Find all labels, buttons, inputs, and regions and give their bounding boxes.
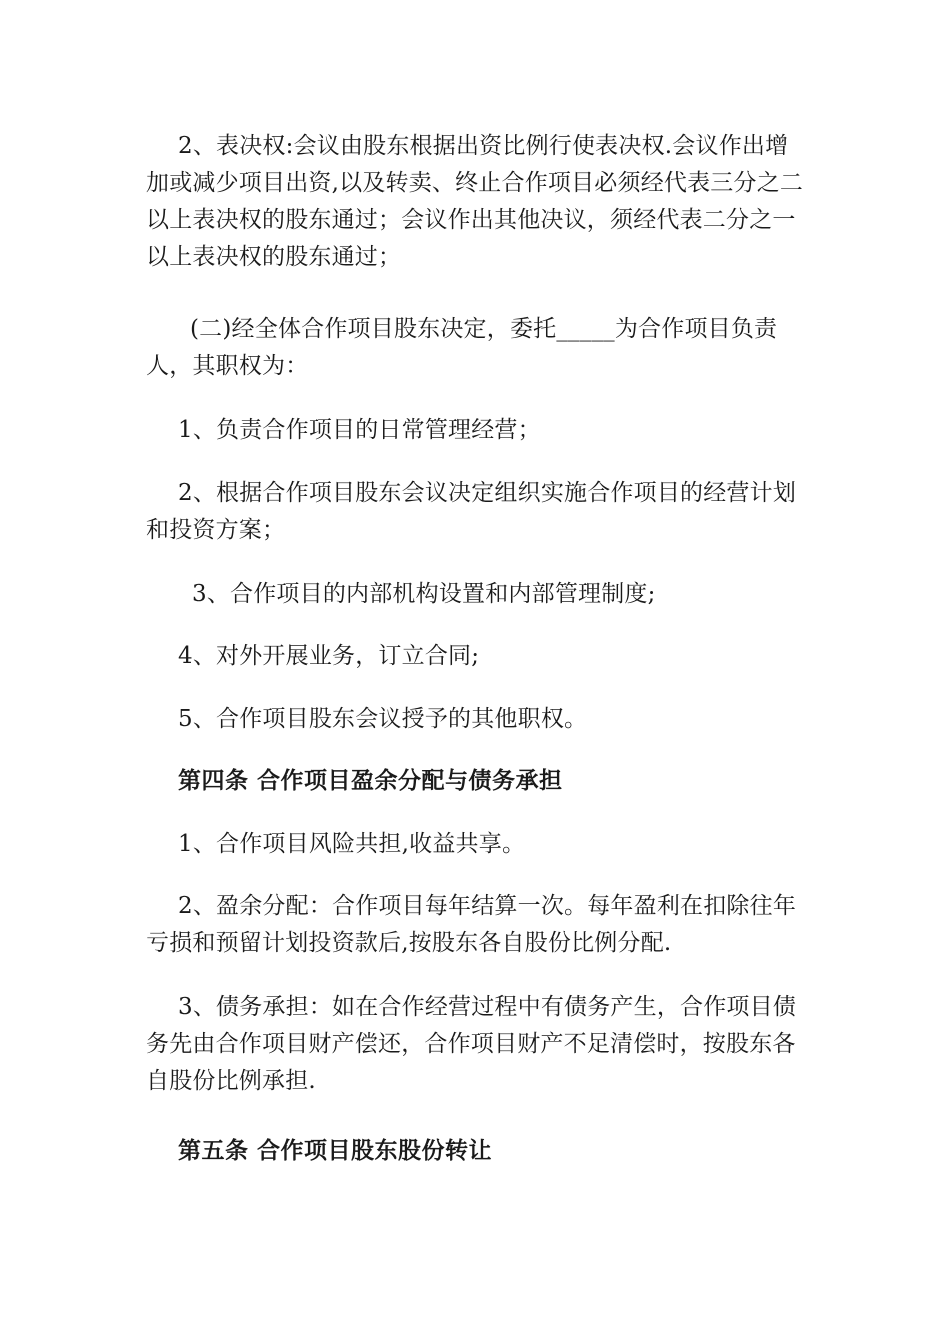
paragraph-risk-sharing: 1、合作项目风险共担,收益共享。 [178, 831, 526, 857]
section-heading-article-5: 第五条 合作项目股东股份转让 [178, 1138, 493, 1164]
paragraph-profit-distribution: 2、盈余分配：合作项目每年结算一次。每年盈利在扣除往年亏损和预留计划投资款后,按股东各自股份比例分配. [146, 893, 797, 956]
paragraph-duty-3: 3、合作项目的内部机构设置和内部管理制度; [192, 581, 656, 607]
paragraph-debt-bearing: 3、债务承担：如在合作经营过程中有债务产生，合作项目债务先由合作项目财产偿还，合作项目财产不足清偿时，按股东各自股份比例承担. [146, 994, 797, 1094]
section-heading-article-4: 第四条 合作项目盈余分配与债务承担 [178, 768, 563, 794]
paragraph-duty-4: 4、对外开展业务，订立合同; [178, 643, 480, 669]
paragraph-duty-1: 1、负责合作项目的日常管理经营； [178, 417, 541, 443]
paragraph-duty-5: 5、合作项目股东会议授予的其他职权。 [178, 706, 588, 732]
paragraph-project-manager: (二)经全体合作项目股东决定，委托_____为合作项目负责人，其职权为： [146, 316, 778, 379]
paragraph-voting-rights: 2、表决权:会议由股东根据出资比例行使表决权.会议作出增加或减少项目出资,以及转卖、终止合作项目必须经代表三分之二以上表决权的股东通过；会议作出其他决议，须经代表二分之一以上表决权的股东通过； [146, 133, 804, 270]
paragraph-duty-2: 2、根据合作项目股东会议决定组织实施合作项目的经营计划和投资方案； [146, 480, 797, 543]
